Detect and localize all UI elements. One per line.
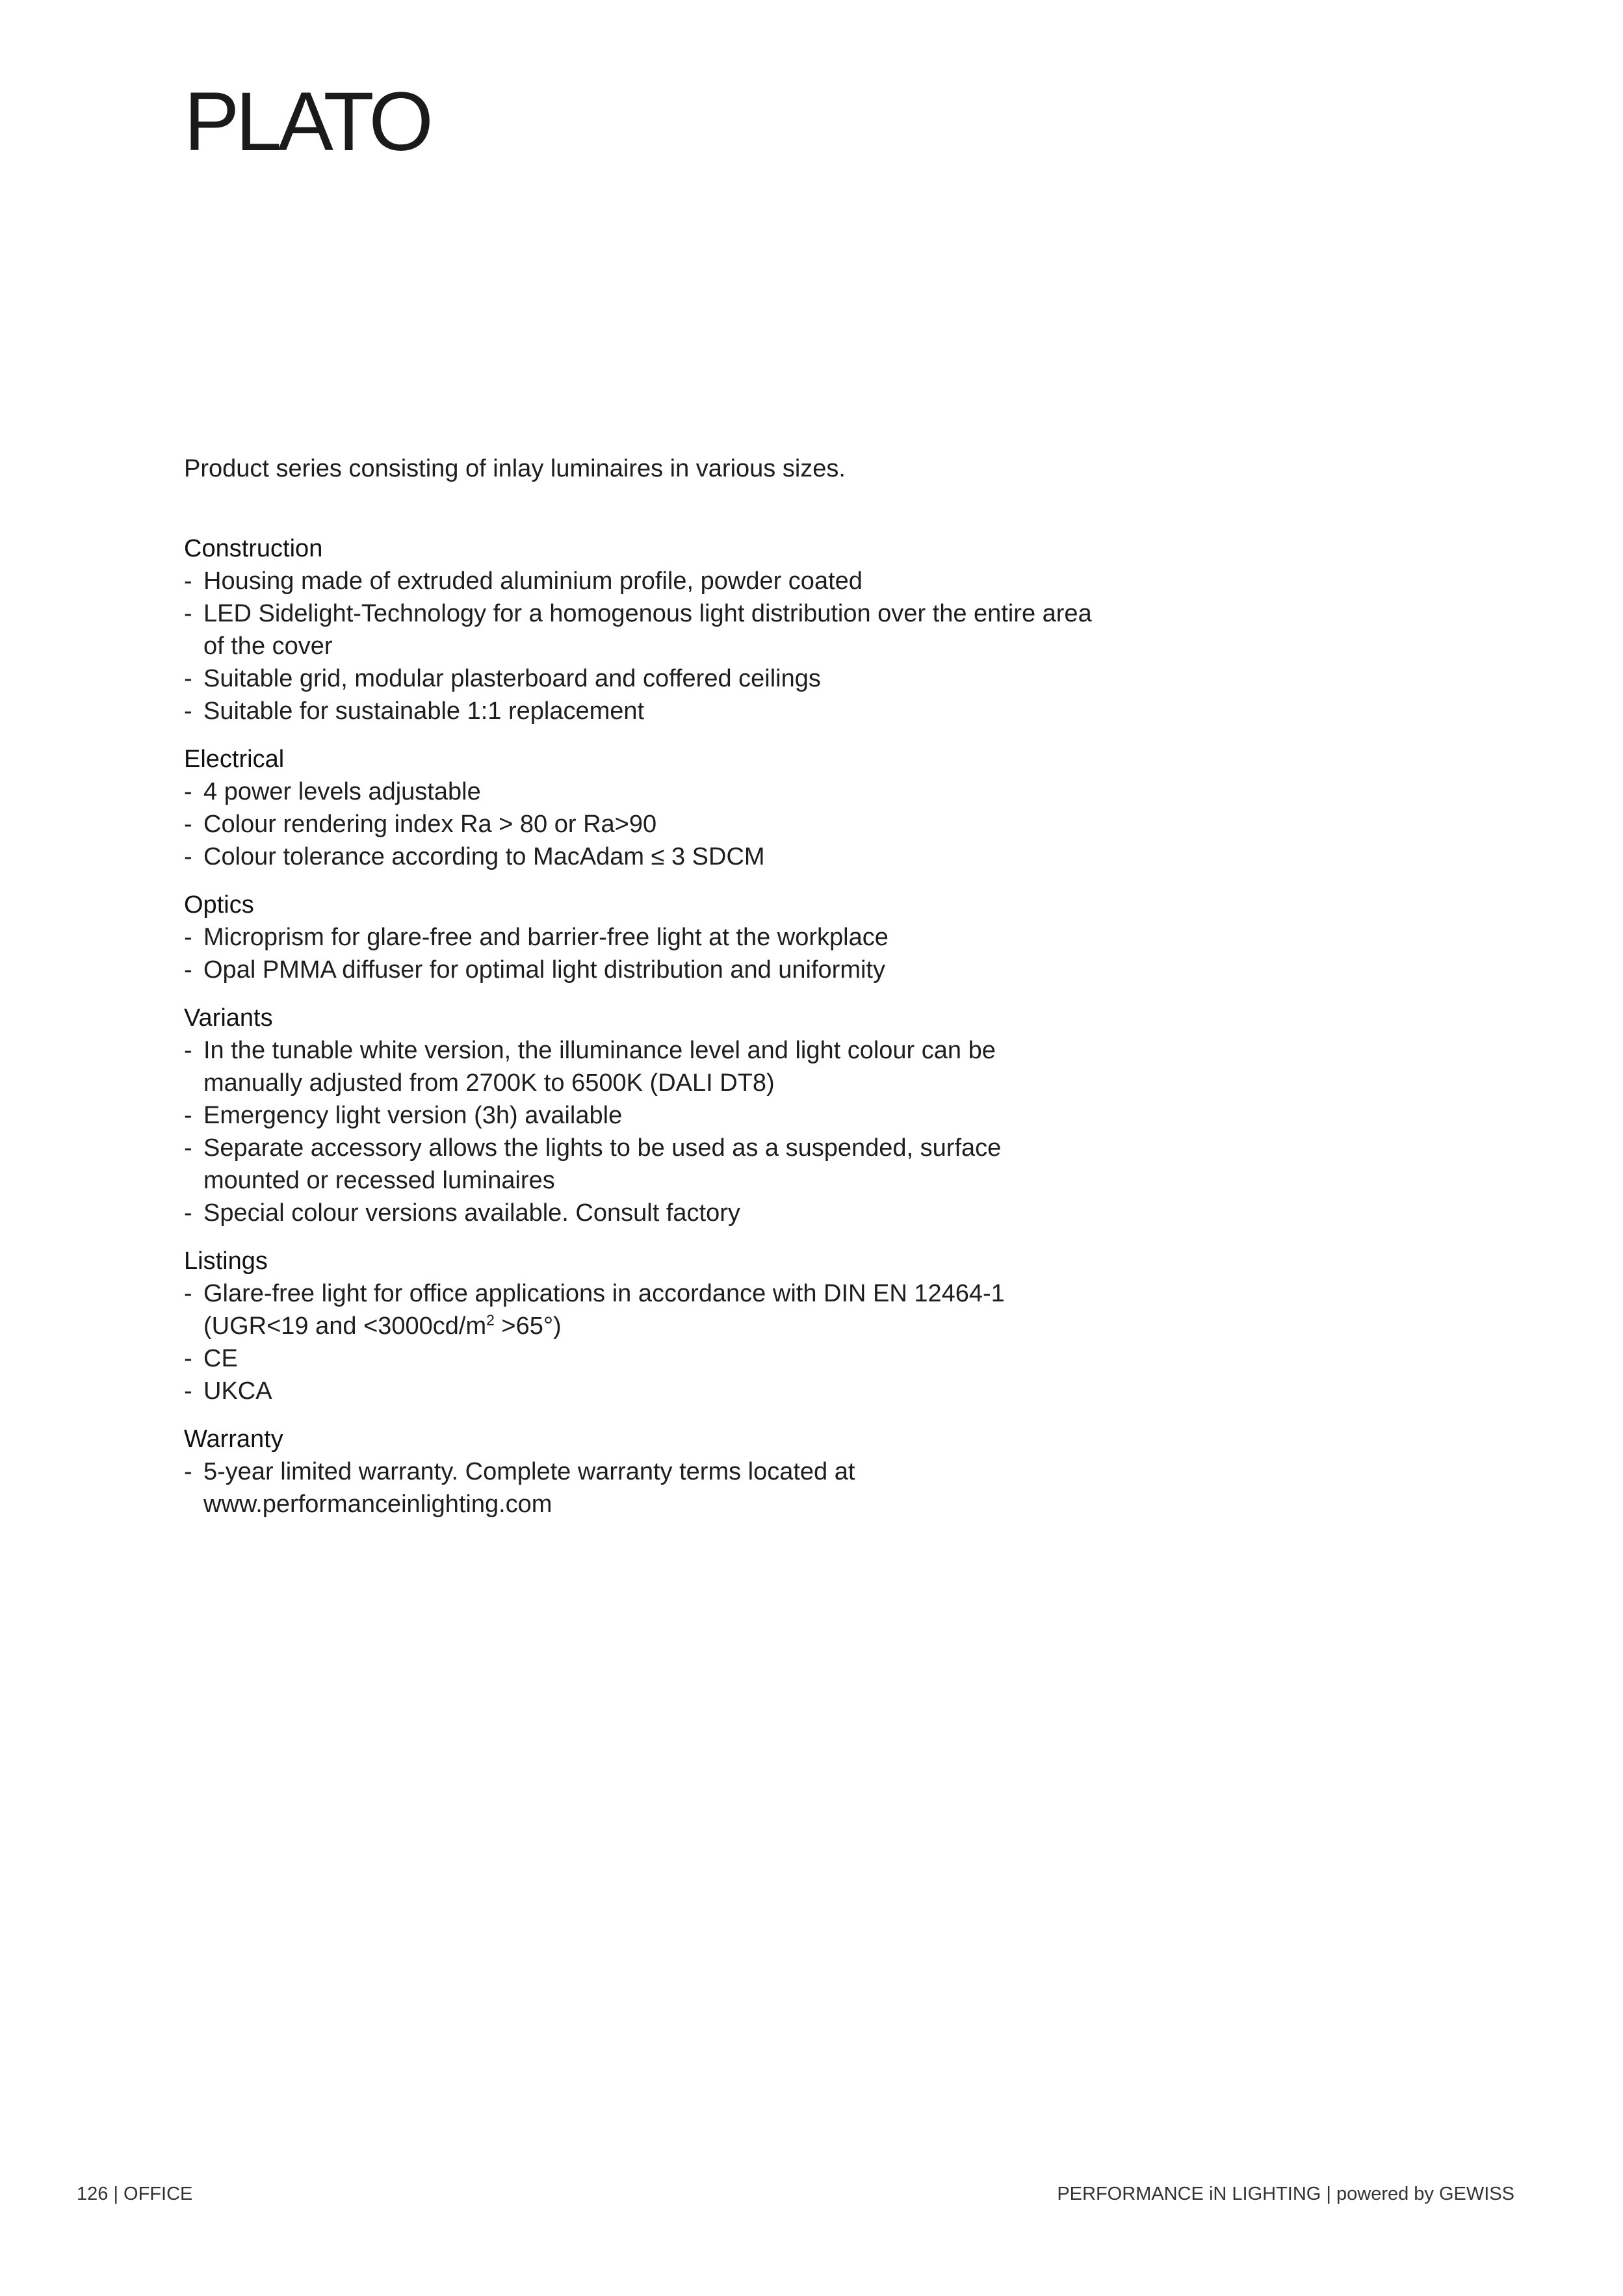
electrical-list <box>184 776 1094 873</box>
bullet-dash: - <box>184 1037 192 1064</box>
section-title-warranty: Warranty <box>184 1426 283 1453</box>
section-listings <box>184 1245 1094 1407</box>
bullet-dash: - <box>184 956 192 984</box>
warranty-list <box>184 1455 1094 1520</box>
list-item: - Suitable grid, modular plasterboard and coffered ceilings <box>184 662 1094 695</box>
product-description <box>184 452 1094 1536</box>
variants-list <box>184 1034 1094 1229</box>
page-title: PLATO <box>184 75 430 168</box>
bullet-dash: - <box>184 1280 192 1307</box>
bullet-dash: - <box>184 567 192 595</box>
list-item: - Housing made of extruded aluminium profile, powder coated <box>184 565 1094 597</box>
bullet-dash: - <box>184 600 192 627</box>
list-item: - Suitable for sustainable 1:1 replacement <box>184 695 1094 727</box>
list-item: - Glare-free light for office applications in accordance with DIN EN 12464-1 (UGR<19 and $<3000cd/m^2 >65^\circ$) <box>184 1277 1094 1342</box>
list-item: - UKCA <box>184 1375 1094 1407</box>
list-item: - Microprism for glare-free and barrier-free light at the workplace <box>184 921 1094 954</box>
optics-list <box>184 921 1094 986</box>
construction-list <box>184 565 1094 727</box>
bullet-dash: - <box>184 1199 192 1227</box>
bullet-dash: - <box>184 843 192 870</box>
bullet-dash: - <box>184 665 192 692</box>
section-variants <box>184 1002 1094 1229</box>
intro-text: Product series consisting of inlay luminaires in various sizes. <box>184 455 846 482</box>
list-item: - Separate accessory allows the lights to be used as a suspended, surface mounted or recessed luminaires <box>184 1132 1094 1197</box>
section-title-construction: Construction <box>184 535 323 562</box>
bullet-dash: - <box>184 698 192 725</box>
bullet-dash: - <box>184 1102 192 1129</box>
list-item: - LED Sidelight-Technology for a homogenous light distribution over the entire area of the cover <box>184 597 1094 662</box>
section-optics <box>184 889 1094 986</box>
footer-brand: PERFORMANCE iN LIGHTING | powered by GEWISS <box>1057 2184 1514 2204</box>
section-construction <box>184 532 1094 727</box>
section-title-listings: Listings <box>184 1247 268 1275</box>
section-electrical <box>184 743 1094 873</box>
bullet-dash: - <box>184 924 192 951</box>
list-item: - Colour rendering index Ra > 80 or Ra>90 <box>184 808 1094 841</box>
bullet-dash: - <box>184 1458 192 1485</box>
list-item: - 4 power levels adjustable <box>184 776 1094 808</box>
listings-list <box>184 1277 1094 1407</box>
bullet-dash: - <box>184 1134 192 1162</box>
section-warranty <box>184 1423 1094 1520</box>
bullet-dash: - <box>184 1345 192 1372</box>
bullet-dash: - <box>184 778 192 805</box>
section-title-optics: Optics <box>184 891 254 919</box>
list-item: - Opal PMMA diffuser for optimal light distribution and uniformity <box>184 954 1094 986</box>
list-item: - Special colour versions available. Consult factory <box>184 1197 1094 1229</box>
list-item: - In the tunable white version, the illuminance level and light colour can be manually adjusted from 2700K to 6500K (DALI DT8) <box>184 1034 1094 1099</box>
list-item: - 5-year limited warranty. Complete warranty terms located at www.performanceinlighting.com <box>184 1455 1094 1520</box>
list-item: - Emergency light version (3h) available <box>184 1099 1094 1132</box>
list-item: - CE <box>184 1342 1094 1375</box>
section-title-electrical: Electrical <box>184 746 285 773</box>
list-item: - Colour tolerance according to MacAdam ≤ 3 SDCM <box>184 841 1094 873</box>
section-title-variants: Variants <box>184 1004 273 1032</box>
bullet-dash: - <box>184 811 192 838</box>
footer-page-number: 126 | OFFICE <box>77 2184 193 2204</box>
ugr-detail: (UGR<19 and $<3000cd/m^2 >65^\circ$) <box>203 1311 562 1340</box>
bullet-dash: - <box>184 1377 192 1405</box>
